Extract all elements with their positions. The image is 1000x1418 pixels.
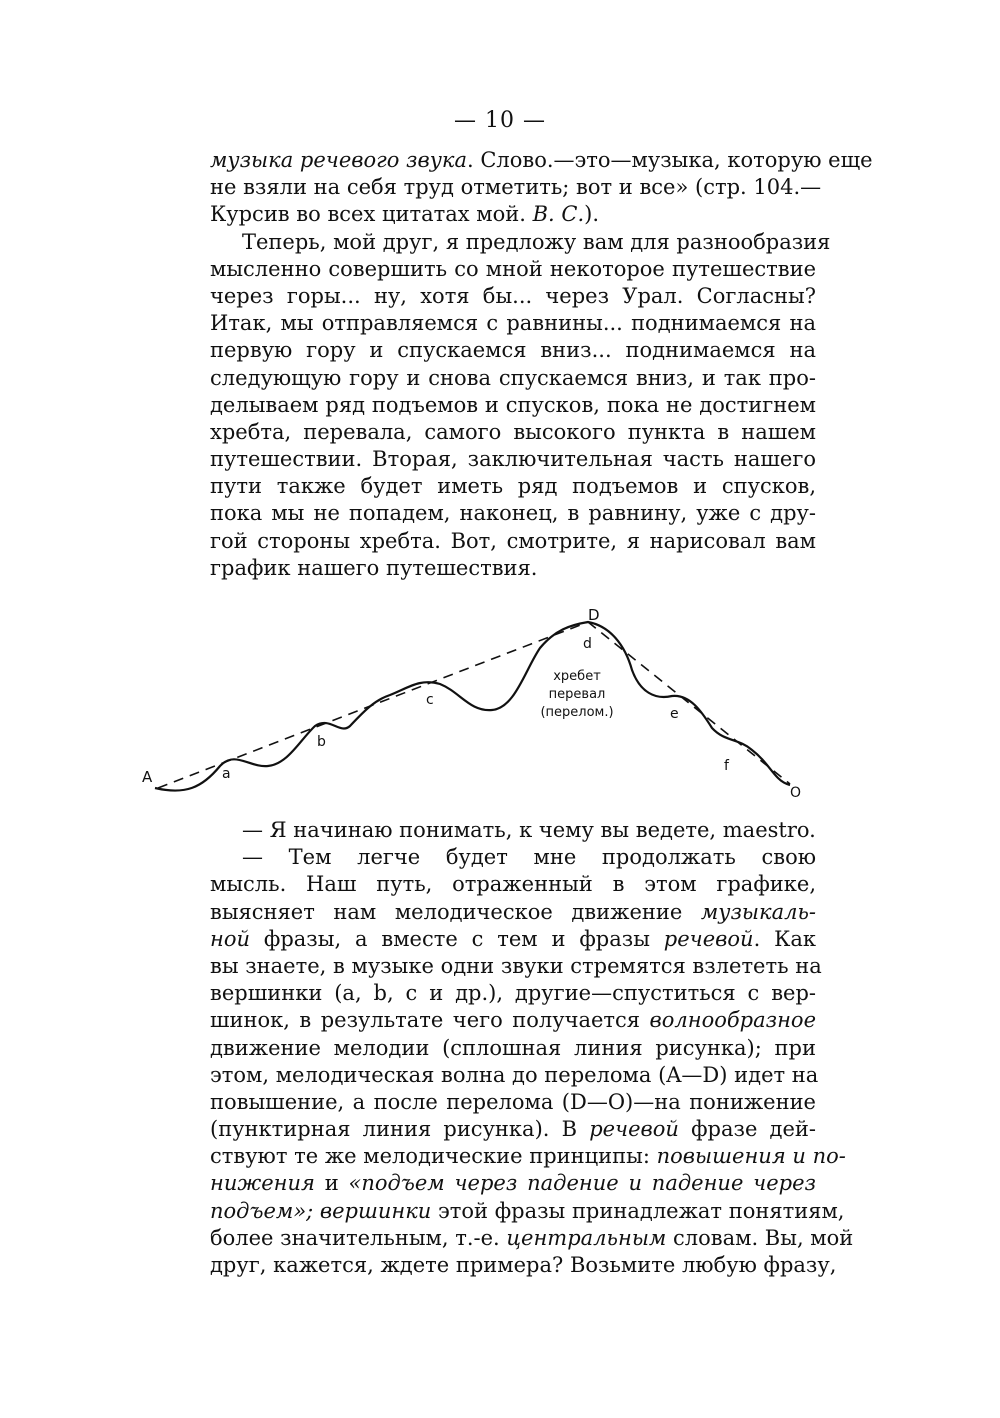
- text-line: [210, 500, 816, 527]
- body-text: ).: [584, 202, 600, 227]
- text-line: [210, 1170, 816, 1197]
- body-text: фразы, а вместе с тем и фразы: [250, 926, 664, 951]
- point-label-f: f: [724, 758, 729, 774]
- italic-text: центральным: [506, 1225, 667, 1250]
- text-line: [210, 256, 816, 283]
- figure-caption-line-3: (перелом.): [540, 705, 614, 720]
- italic-text: волнообразное: [649, 1008, 816, 1033]
- melody-wave-line: [155, 622, 790, 791]
- text-line: [210, 1225, 854, 1252]
- body-text: . Слово.—это—музыка, которую еще: [466, 148, 873, 172]
- page-number: — 10 —: [454, 108, 546, 133]
- text-line: [210, 446, 816, 473]
- text-line: [210, 1062, 819, 1089]
- italic-text: музыка речевого звука: [210, 148, 467, 172]
- body-text: мысль. Наш путь, отраженный в этом графике,: [210, 872, 816, 897]
- italic-text: музыкаль-: [700, 899, 816, 924]
- text-line: [210, 953, 822, 980]
- text-line: [210, 1143, 846, 1170]
- point-label-D: D: [588, 606, 600, 624]
- body-text: более значительным, т.-е.: [210, 1225, 507, 1250]
- body-text: — Я начинаю понимать, к чему вы ведете, maestro.: [242, 818, 816, 842]
- italic-text: речевой: [589, 1117, 679, 1142]
- text-line: [210, 310, 816, 337]
- text-line: [210, 392, 816, 419]
- body-text: движение мелодии (сплошная линия рисунка); при: [210, 1035, 816, 1060]
- text-line: [210, 1007, 816, 1034]
- body-text: . Как: [753, 926, 816, 951]
- body-text: хребта, перевала, самого высокого пункта в нашем: [210, 419, 816, 444]
- text-block-bottom: [210, 817, 854, 1279]
- text-line: [210, 1089, 816, 1116]
- text-line: [210, 365, 816, 392]
- text-line: [210, 473, 816, 500]
- body-text: словам. Вы, мой: [666, 1225, 854, 1250]
- text-line: [210, 147, 873, 174]
- point-label-e: e: [670, 706, 679, 722]
- text-line: [210, 229, 831, 256]
- point-label-a: a: [222, 766, 231, 782]
- body-text: (пунктирная линия рисунка). В: [210, 1117, 590, 1142]
- body-text: Курсив во всех цитатах мой.: [210, 202, 533, 227]
- point-label-c: c: [426, 692, 434, 708]
- body-text: вы знаете, в музыке одни звуки стремятся взлететь на: [210, 953, 822, 978]
- body-text: — Тем легче будет мне продолжать свою: [242, 845, 816, 870]
- dashed-fall-line: [588, 622, 790, 784]
- body-text: и: [314, 1171, 349, 1196]
- melody-graph-figure: [140, 600, 820, 810]
- text-line: [210, 174, 822, 201]
- text-line: [210, 555, 816, 582]
- text-line: [210, 1035, 816, 1062]
- body-text: не взяли на себя труд отметить; вот и все» (стр. 104.—: [210, 175, 822, 200]
- italic-text: В. С.: [532, 202, 585, 227]
- text-line: [210, 201, 816, 228]
- body-text: пути также будет иметь ряд подъемов и спусков,: [210, 474, 816, 499]
- italic-text: подъем»; вершинки: [210, 1198, 432, 1223]
- body-text: ствуют те же мелодические принципы:: [210, 1144, 657, 1169]
- figure-caption-line-1: хребет: [553, 669, 601, 684]
- body-text: вершинки (a, b, c и др.), другие—спуститься с вер-: [210, 981, 816, 1006]
- text-line: [210, 1198, 845, 1225]
- melody-graph: [140, 600, 820, 810]
- text-line: [210, 528, 816, 555]
- body-text: путешествии. Вторая, заключительная часть нашего: [210, 447, 816, 472]
- body-text: Теперь, мой друг, я предложу вам для разнообразия: [242, 229, 831, 254]
- figure-caption-line-2: перевал: [548, 687, 606, 702]
- body-text: шинок, в результате чего получается: [210, 1008, 650, 1033]
- body-text: этой фразы принадлежат понятиям,: [431, 1198, 845, 1223]
- text-line: [210, 337, 816, 364]
- body-text: друг, кажется, ждете примера? Возьмите любую фразу,: [210, 1253, 837, 1277]
- point-label-b: b: [317, 734, 326, 750]
- italic-text: «подъем через падение и падение через: [348, 1171, 816, 1196]
- body-text: фразе дей-: [678, 1117, 816, 1142]
- text-line: [210, 1252, 837, 1279]
- body-text: этом, мелодическая волна до перелома (A—D) идет на: [210, 1062, 819, 1087]
- point-label-A: A: [142, 768, 153, 786]
- text-line: [210, 283, 816, 310]
- body-text: мысленно совершить со мной некоторое путешествие: [210, 256, 816, 281]
- point-label-d: d: [583, 636, 592, 652]
- body-text: выясняет нам мелодическое движение: [210, 899, 701, 924]
- text-line: [210, 926, 816, 953]
- text-line: [210, 844, 816, 871]
- italic-text: повышения и по-: [656, 1144, 846, 1169]
- body-text: первую гору и спускаемся вниз... поднимаемся на: [210, 338, 816, 363]
- text-line: [210, 980, 816, 1007]
- body-text: график нашего путешествия.: [210, 555, 538, 580]
- italic-text: речевой: [663, 926, 754, 951]
- body-text: гой стороны хребта. Вот, смотрите, я нарисовал вам: [210, 528, 816, 553]
- body-text: следующую гору и снова спускаемся вниз, и так про-: [210, 365, 816, 390]
- body-text: Итак, мы отправляемся с равнины... поднимаемся на: [210, 311, 816, 336]
- italic-text: ной: [210, 926, 251, 951]
- body-text: делываем ряд подъемов и спусков, пока не достигнем: [210, 392, 816, 417]
- text-line: [210, 419, 816, 446]
- italic-text: нижения: [210, 1171, 315, 1196]
- text-line: [210, 899, 816, 926]
- text-line: [210, 817, 816, 844]
- text-line: [210, 1116, 816, 1143]
- body-text: пока мы не попадем, наконец, в равнину, уже с дру-: [210, 501, 816, 526]
- body-text: через горы... ну, хотя бы... через Урал. Согласны?: [210, 283, 816, 308]
- text-block-top: [210, 147, 873, 582]
- text-line: [210, 871, 816, 898]
- body-text: повышение, а после перелома (D—O)—на понижение: [210, 1089, 816, 1114]
- point-label-O: O: [790, 785, 802, 801]
